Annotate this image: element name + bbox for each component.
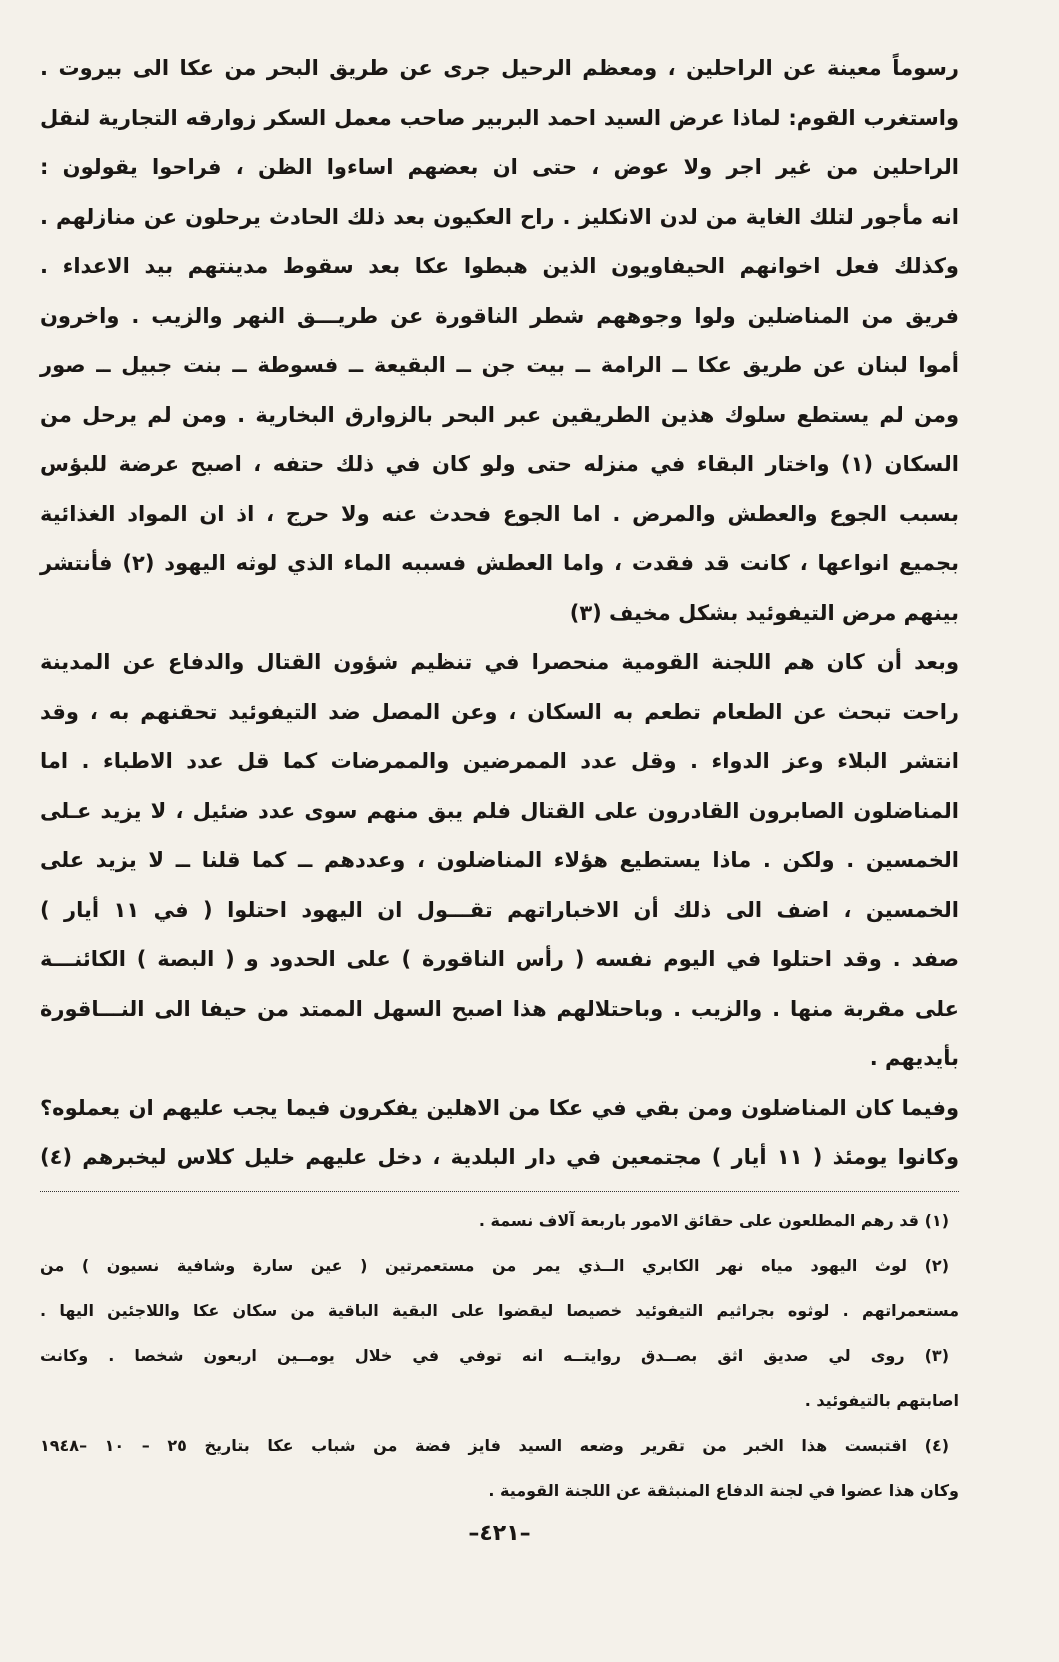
text-line: رسوماً معينة عن الراحلين ، ومعظم الرحيل جرى عن طريق البحر من عكا الى بيروت . [40, 56, 959, 80]
footnote-line: (١) قد رهم المطلعون على حقائق الامور باربعة آلاف نسمة . [478, 1210, 949, 1230]
text-line: واستغرب القوم: لماذا عرض السيد احمد البربير صاحب معمل السكر زوارقه التجارية لنقل [40, 105, 959, 130]
text-line: صفد . وقد احتلوا في اليوم نفسه ( رأس الناقورة ) على الحدود و ( البصة ) الكائنـــة [40, 947, 959, 971]
footnote-line: (٣) روى لي صديق اثق بصــدق روايتــه انه توفي في خلال يومــين اربعون شخصا . وكانت [40, 1345, 949, 1365]
text-line: المناضلون الصابرون القادرون على القتال فلم يبق منهم سوى عدد ضئيل ، لا يزيد عـلى [40, 798, 959, 823]
footnote-line: اصابتهم بالتيفوئيد . [804, 1390, 959, 1410]
text-line: وبعد أن كان هم اللجنة القومية منحصرا في تنظيم شؤون القتال والدفاع عن المدينة [40, 650, 959, 674]
text-line: بجميع انواعها ، كانت قد فقدت ، واما العطش فسببه الماء الذي لوثه اليهود (٢) فأنتشر [40, 551, 959, 575]
text-line: ومن لم يستطع سلوك هذين الطريقين عبر البحر بالزوارق البخارية . ومن لم يرحل من [40, 402, 959, 427]
text-line: انتشر البلاء وعز الدواء . وقل عدد الممرضين والممرضات كما قل عدد الاطباء . اما [40, 749, 959, 773]
footnote-separator [40, 1191, 959, 1192]
text-line: وكذلك فعل اخوانهم الحيفاويون الذين هبطوا عكا بعد سقوط مدينتهم بيد الاعداء . [40, 254, 959, 278]
text-line: وكانوا يومئذ ( ١١ أيار ) مجتمعين في دار البلدية ، دخل عليهم خليل كلاس ليخبرهم (٤) [40, 1145, 959, 1169]
body-text [40, 44, 959, 1183]
text-line: انه مأجور لتلك الغاية من لدن الانكليز . راح العكيون بعد ذلك الحادث يرحلون عن منازلهم . [40, 204, 959, 229]
footnote-line: مستعمراتهم . لوثوه بجراثيم التيفوئيد خصيصا ليقضوا على البقية الباقية من سكان عكا واللاجئين اليها . [40, 1300, 959, 1320]
text-line: بأيديهم . [869, 1046, 959, 1070]
text-line: الخمسين ، اضف الى ذلك أن الاخباراتهم تقـــول ان اليهود احتلوا ( في ١١ أيار ) [40, 897, 959, 922]
text-line: الراحلين من غير اجر ولا عوض ، حتى ان بعضهم اساءوا الظن ، فراحوا يقولون : [40, 155, 959, 179]
text-line: راحت تبحث عن الطعام تطعم به السكان ، وعن المصل ضد التيفوئيد تحقنهم به ، وقد [40, 699, 959, 724]
text-line: بينهم مرض التيفوئيد بشكل مخيف (٣) [569, 600, 959, 625]
footnote-line: وكان هذا عضوا في لجنة الدفاع المنبثقة عن اللجنة القومية . [488, 1480, 959, 1500]
text-line: بسبب الجوع والعطش والمرض . اما الجوع فحدث عنه ولا حرج ، اذ ان المواد الغذائية [40, 501, 959, 526]
footnote-line: (٢) لوث اليهود مياه نهر الكابري الــذي يمر من مستعمرتين ( عين سارة وشافية نسيون ) من [40, 1255, 949, 1275]
footnote-line: (٤) اقتبست هذا الخبر من تقرير وضعه السيد فايز فضة من شباب عكا بتاريخ ٢٥ – ١٠ –١٩٤٨ [40, 1435, 950, 1455]
text-line: فريق من المناضلين ولوا وجوههم شطر الناقورة عن طريـــق النهر والزيب . واخرون [40, 303, 959, 328]
text-line: وفيما كان المناضلون ومن بقي في عكا من الاهلين يفكرون فيما يجب عليهم ان يعملوه؟ [40, 1095, 959, 1120]
text-line: على مقربة منها . والزيب . وباحتلالهم هذا اصبح السهل الممتد من حيفا الى النـــاقورة [40, 996, 959, 1021]
page-number: –٤٢١– [468, 1520, 531, 1546]
text-line: أموا لبنان عن طريق عكا ــ الرامة ــ بيت جن ــ البقيعة ــ فسوطة ــ بنت جبيل ــ صور [40, 353, 959, 377]
footnotes [40, 1198, 959, 1513]
text-line: السكان (١) واختار البقاء في منزله حتى ولو كان في ذلك حتفه ، اصبح عرضة للبؤس [40, 452, 959, 476]
text-line: الخمسين . ولكن . ماذا يستطيع هؤلاء المناضلون ، وعددهم ــ كما قلنا ــ لا يزيد على [40, 848, 959, 872]
